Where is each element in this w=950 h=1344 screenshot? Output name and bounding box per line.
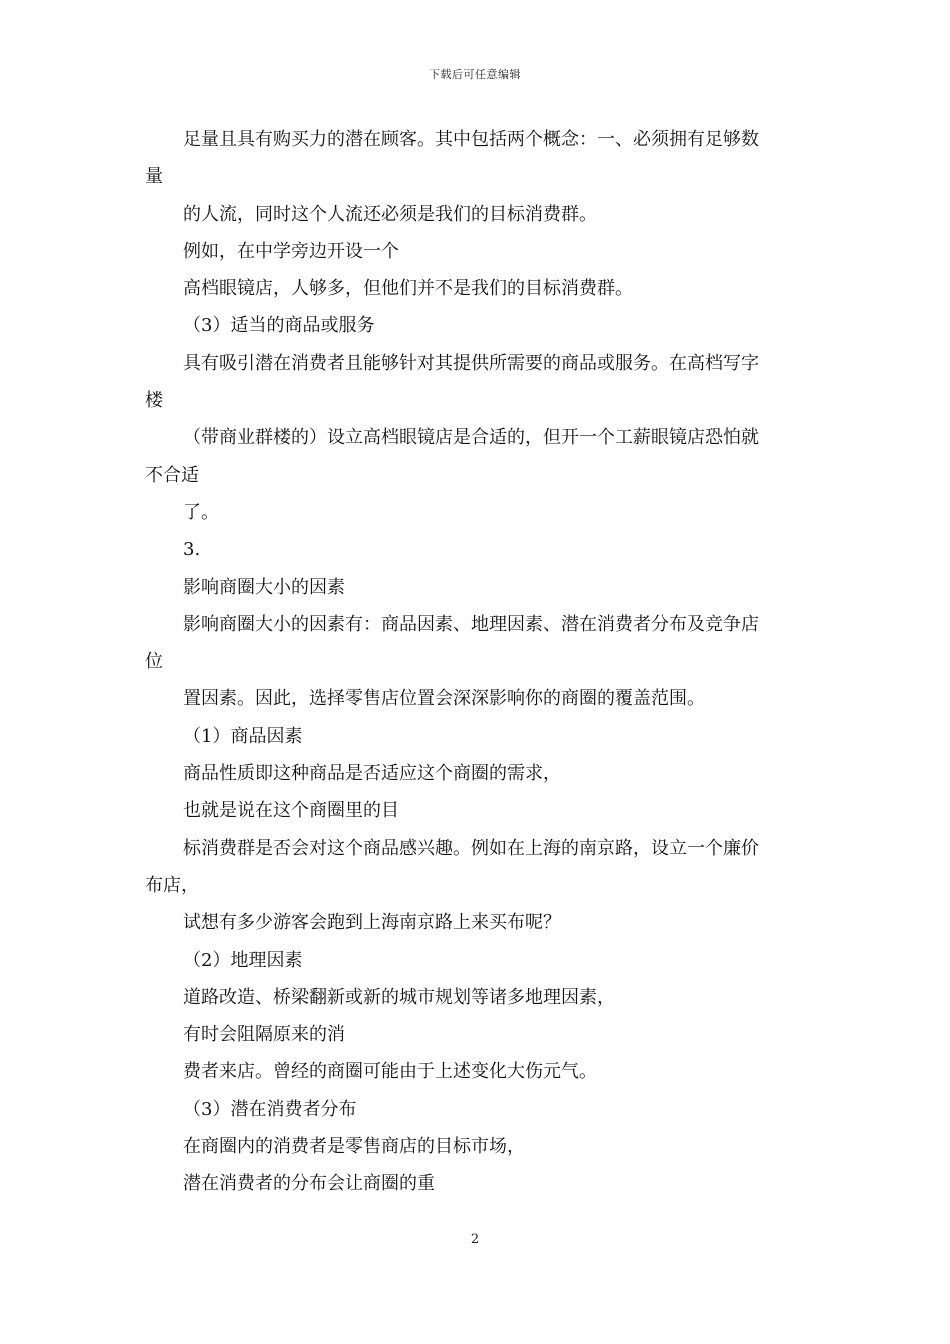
text-line: 费者来店。曾经的商圈可能由于上述变化大伤元气。 — [183, 1061, 597, 1083]
text-line: 有时会阻隔原来的消 — [183, 1024, 345, 1046]
text-line: （2）地理因素 — [183, 949, 303, 971]
text-line: 标消费群是否会对这个商品感兴趣。例如在上海的南京路，设立一个廉价 — [183, 837, 759, 859]
text-line: 的人流，同时这个人流还必须是我们的目标消费群。 — [183, 203, 597, 225]
text-line: 潜在消费者的分布会让商圈的重 — [183, 1173, 435, 1195]
text-line: 商品性质即这种商品是否适应这个商圈的需求， — [183, 763, 561, 785]
text-line: 楼 — [145, 390, 163, 412]
text-line: 高档眼镜店，人够多，但他们并不是我们的目标消费群。 — [183, 278, 633, 300]
text-line: 具有吸引潜在消费者且能够针对其提供所需要的商品或服务。在高档写字 — [183, 352, 759, 374]
text-line: 影响商圈大小的因素 — [183, 576, 345, 598]
text-line: 影响商圈大小的因素有：商品因素、地理因素、潜在消费者分布及竞争店 — [183, 613, 759, 635]
text-line: 不合适 — [145, 464, 199, 486]
text-line: 置因素。因此，选择零售店位置会深深影响你的商圈的覆盖范围。 — [183, 688, 705, 710]
text-line: 了。 — [183, 501, 219, 523]
text-line: 试想有多少游客会跑到上海南京路上来买布呢？ — [183, 912, 561, 934]
text-line: 3. — [183, 539, 201, 561]
text-line: 位 — [145, 651, 163, 673]
text-line: 也就是说在这个商圈里的目 — [183, 800, 399, 822]
text-line: 量 — [145, 166, 163, 188]
text-line: （3）适当的商品或服务 — [183, 315, 375, 337]
text-line: 布店， — [145, 874, 199, 896]
text-line: 足量且具有购买力的潜在顾客。其中包括两个概念：一、必须拥有足够数 — [183, 129, 759, 150]
text-line: 在商圈内的消费者是零售商店的目标市场， — [183, 1136, 525, 1158]
text-line: （3）潜在消费者分布 — [183, 1098, 357, 1120]
text-line: 例如，在中学旁边开设一个 — [183, 240, 399, 262]
text-line: （带商业群楼的）设立高档眼镜店是合适的，但开一个工薪眼镜店恐怕就 — [183, 427, 759, 449]
text-line: （1）商品因素 — [183, 725, 303, 747]
page-number: 2 — [470, 1232, 480, 1247]
text-line: 道路改造、桥梁翻新或新的城市规划等诸多地理因素， — [183, 986, 615, 1008]
page-header: 下载后可任意编辑 — [429, 68, 521, 81]
document-body — [145, 121, 815, 1203]
